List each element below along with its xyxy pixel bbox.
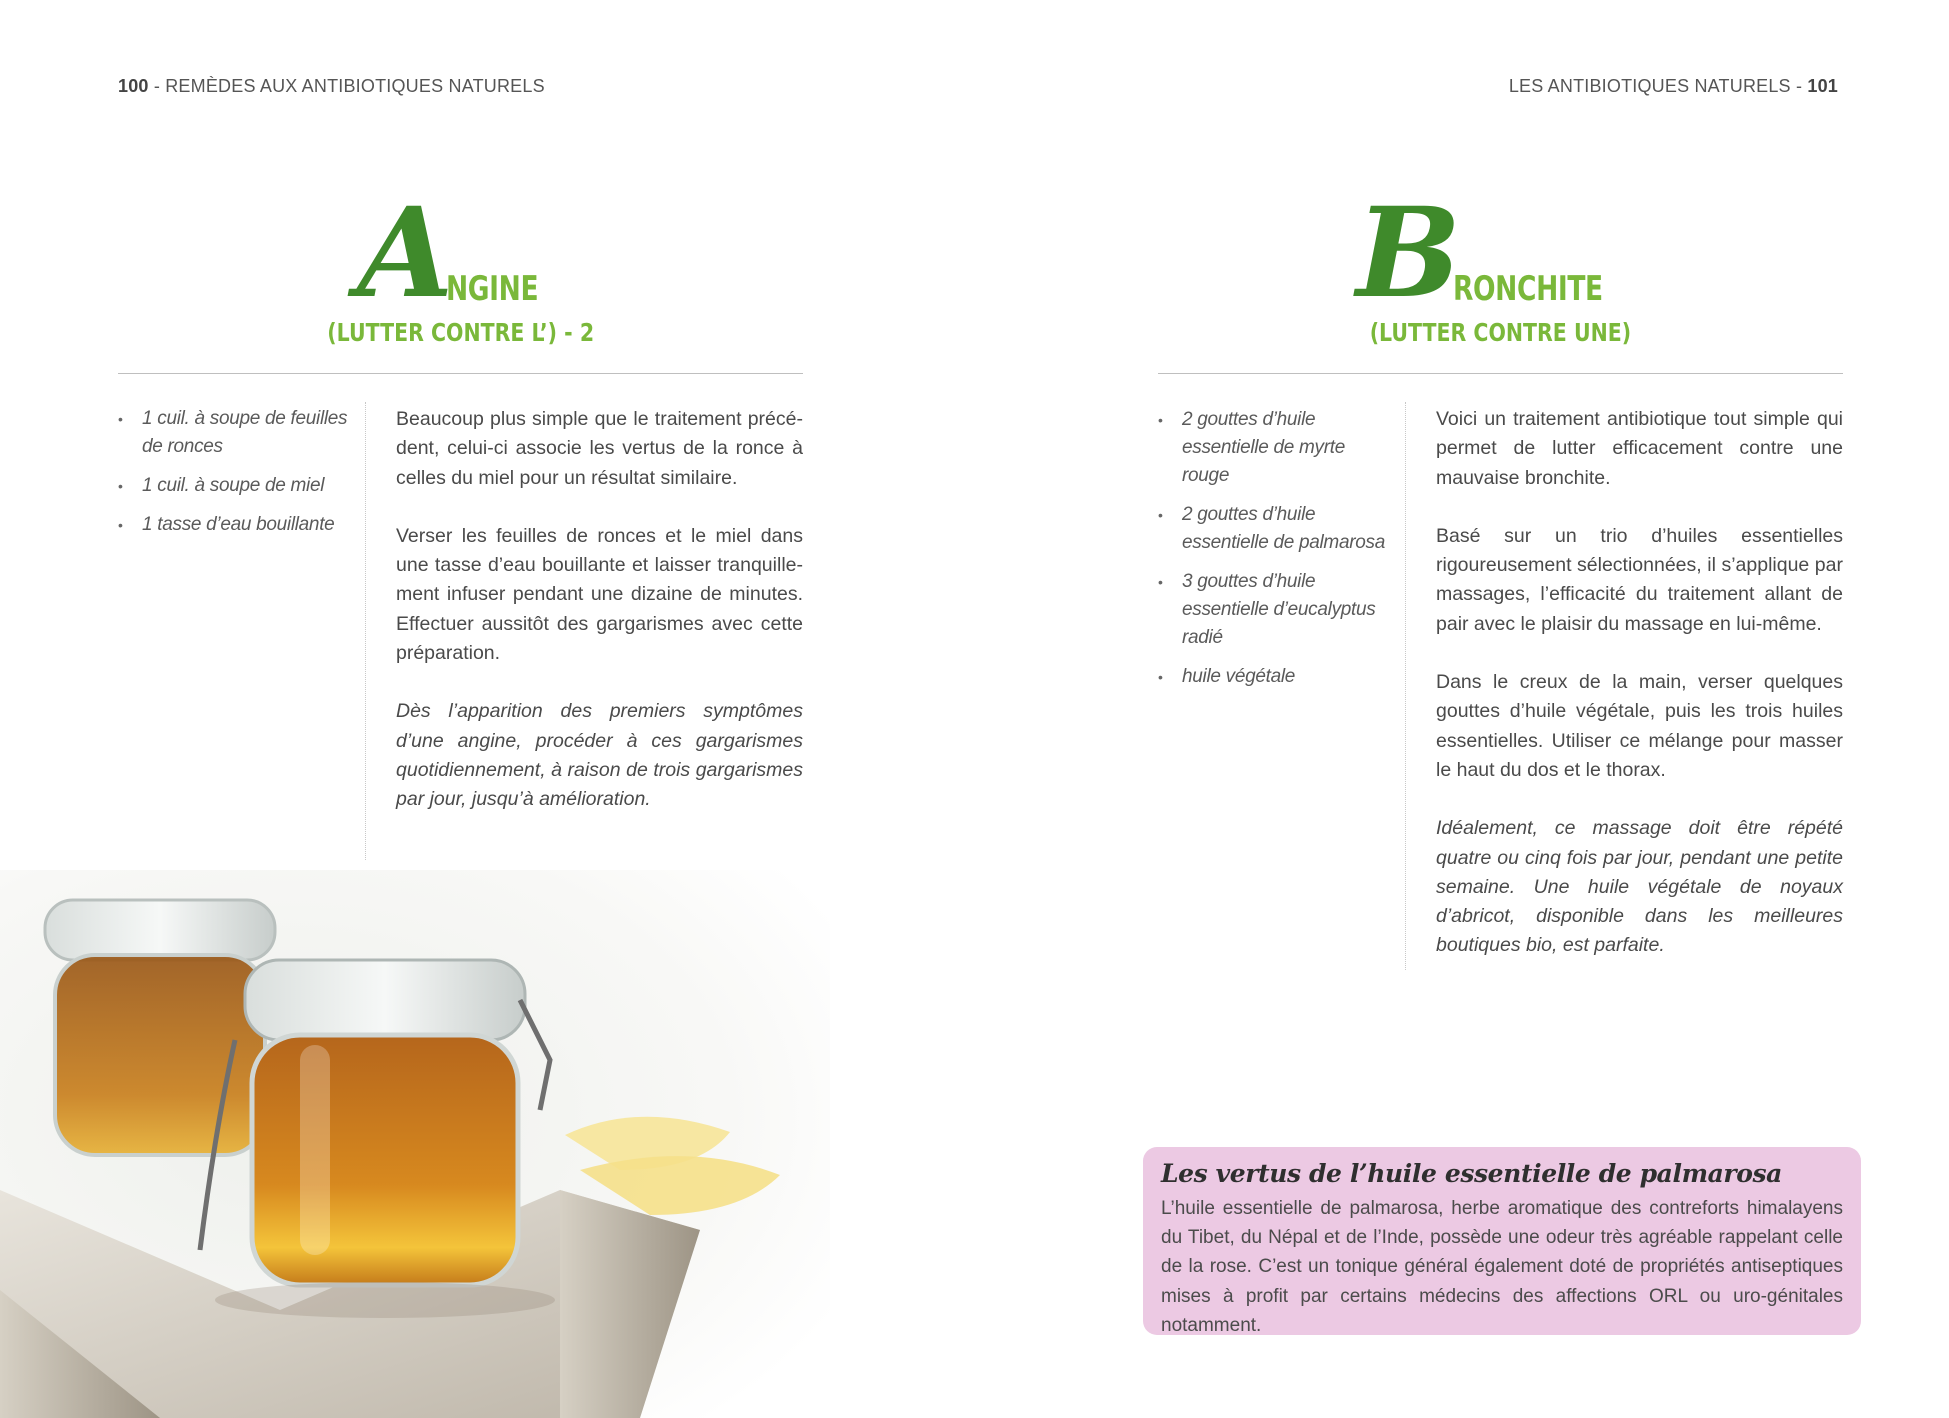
ingredient-item: • 2 gouttes d’huile essentielle de palmarosa [1158, 501, 1390, 557]
bronchite-subtitle: (LUTTER CONTRE UNE) [1369, 317, 1632, 347]
ingredient-item: • 3 gouttes d’huile essentielle d’eucalyptus radié [1158, 568, 1390, 652]
left-page-number: 100 [118, 76, 149, 96]
left-page-header [118, 76, 545, 97]
bronchite-paragraph: Voici un traitement antibiotique tout simple qui permet de lutter efficacement contre une mauvaise bronchite. [1436, 408, 1843, 489]
bronchite-paragraph: Basé sur un trio d’huiles essentielles rigoureusement sélectionnées, il s’applique par massages, l’efficacité du traitement allant de pair avec le plaisir du massage en lui-même. [1436, 524, 1843, 635]
ingredient-item: • 1 cuil. à soupe de miel [118, 472, 348, 500]
angine-subtitle: (LUTTER CONTRE L’) - 2 [327, 317, 594, 347]
infobox-title: Les vertus de l’huile essentielle de palmarosa [1161, 1159, 1782, 1188]
palmarosa-infobox [1143, 1147, 1861, 1335]
bronchite-initial: B [1356, 181, 1461, 326]
ingredient-item: • huile végétale [1158, 663, 1390, 691]
angine-title [118, 181, 803, 326]
infobox-text: L’huile essentielle de palmarosa, herbe aromatique des contreforts himalayens du Tibet, du Népal et de l’Inde, possède une odeur très agréable rappelant celle de la rose. C’est un tonique général également doté de propriétés antiseptiques mises à profit par certains médecins des affections ORL ou uro-génitales notamment. [1161, 1198, 1843, 1336]
left-title-rule [118, 373, 803, 374]
right-column-divider [1405, 402, 1406, 970]
ingredient-item: • 1 tasse d’eau bouillante [118, 511, 348, 539]
right-page-number: 101 [1807, 76, 1838, 96]
angine-title-rest: NGINE [445, 268, 538, 309]
bronchite-paragraph: Dans le creux de la main, verser quelques gouttes d’huile végétale, puis les trois huiles essentielles. Utiliser ce mélange pour masser le haut du dos et le thorax. [1436, 671, 1843, 781]
angine-body [396, 405, 803, 844]
angine-paragraph: Verser les feuilles de ronces et le miel dans une tasse d’eau bouillante et laisser tranquillement infuser pendant une dizaine de minutes. Effectuer aussitôt des gargarismes avec cette préparation. [396, 524, 803, 665]
angine-title-block [118, 181, 803, 347]
right-page-header [1509, 76, 1838, 97]
bronchite-title-block [1158, 181, 1843, 347]
left-column-divider [365, 402, 366, 860]
bronchite-title [1158, 181, 1843, 326]
right-title-rule [1158, 373, 1843, 374]
honey-jars-photo [0, 870, 830, 1418]
left-running-title: - REMÈDES AUX ANTIBIOTIQUES NATURELS [148, 76, 545, 96]
ingredient-item: • 2 gouttes d’huile essentielle de myrte rouge [1158, 406, 1390, 490]
right-running-title: LES ANTIBIOTIQUES NATURELS - [1508, 76, 1808, 96]
bronchite-ingredients-list [1158, 406, 1390, 702]
angine-note: Dès l’apparition des premiers symptômes d’une angine, procéder à ces gargarismes quotidiennement, à raison de trois gargarismes par jour, jusqu’à amélioration. [396, 700, 803, 811]
bronchite-note: Idéalement, ce massage doit être répété quatre ou cinq fois par jour, pendant une petite semaine. Une huile végétale de noyaux d’abricot, disponible dans les meilleures boutiques bio, est parfaite. [1436, 817, 1843, 957]
ingredient-item: • 1 cuil. à soupe de feuilles de ronces [118, 405, 348, 461]
angine-ingredients-list [118, 405, 348, 550]
angine-paragraph: Beaucoup plus simple que le traitement précédent, celui-ci associe les vertus de la ronce à celles du miel pour un résultat similaire. [396, 408, 803, 489]
angine-initial: A [357, 181, 454, 326]
bronchite-body [1436, 405, 1843, 990]
bronchite-title-rest: RONCHITE [1452, 268, 1603, 309]
